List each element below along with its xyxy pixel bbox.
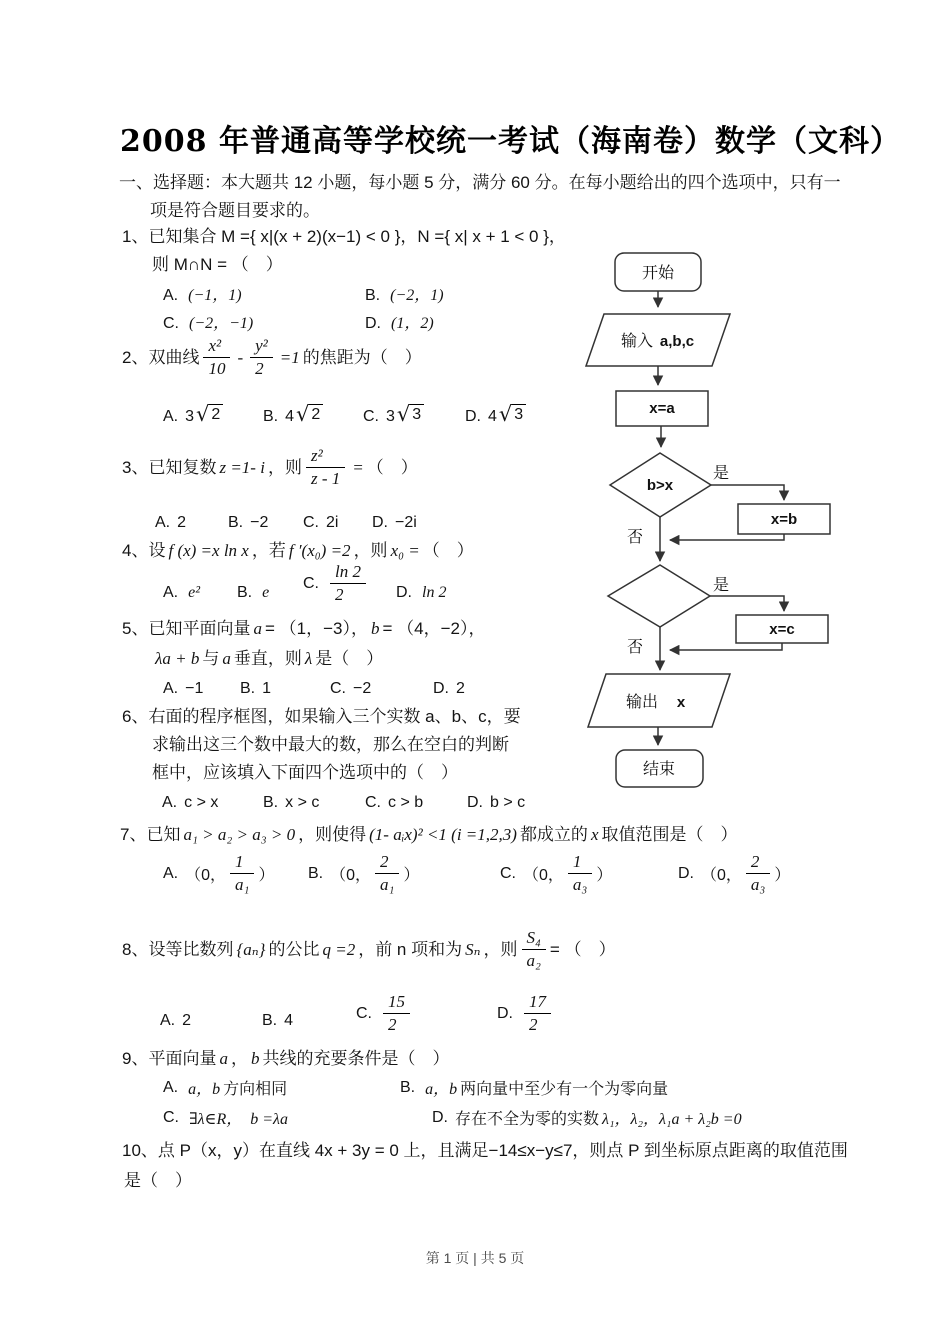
q5-value-b: = （4，−2）， <box>382 619 486 638</box>
option-label: B. <box>365 287 381 304</box>
q9-option-c <box>163 1106 291 1129</box>
option-value: −2 <box>353 680 372 697</box>
q6-option-d <box>467 794 525 812</box>
q5-option-a <box>163 680 203 698</box>
option-value: 2 <box>177 514 187 531</box>
option-text: 存在不全为零的实数 <box>455 1111 600 1128</box>
q1-option-d <box>365 310 437 333</box>
option-value: 2i <box>326 514 339 531</box>
q7-option-b <box>308 852 419 896</box>
radical <box>196 404 223 425</box>
option-value: (1，2) <box>391 315 434 332</box>
option-label: B. <box>263 408 279 425</box>
q9-vector-b: b <box>250 1049 260 1068</box>
option-math: λ₁，λ₂，λ₁a + λ₂b =0 <box>602 1111 742 1128</box>
q4-text-pre: 4、设 <box>122 541 166 560</box>
option-label: C. <box>303 514 319 531</box>
q9-stem <box>122 1048 449 1069</box>
q9-text-1: 9、平面向量 <box>122 1049 217 1068</box>
q4-function: f (x) =x ln x <box>168 541 249 560</box>
option-text: 方向相同 <box>223 1081 288 1098</box>
q8-sum-symbol: Sₙ <box>465 940 481 960</box>
radical <box>296 404 323 425</box>
fraction <box>230 852 254 896</box>
option-value: (−1，1) <box>188 287 242 304</box>
radical-coefficient: 3 <box>386 408 395 425</box>
q5-expression: λa + b <box>155 649 200 668</box>
flowchart-no-2-label: 否 <box>626 639 644 656</box>
fraction-denominator: a₁ <box>235 875 250 895</box>
option-label: C. <box>365 794 381 811</box>
flowchart-start-label: 开始 <box>641 265 675 282</box>
option-label: D. <box>432 1108 448 1126</box>
flowchart-return-2 <box>670 643 782 650</box>
q4-text-mid1: ，若 <box>251 541 286 560</box>
radical <box>397 404 424 425</box>
option-label: B. <box>308 864 324 882</box>
fraction-numerator: 2 <box>746 852 770 874</box>
option-label: B. <box>237 584 253 601</box>
q3-text-mid: ，则 <box>267 458 302 478</box>
flowchart-assign-a-label: x=a <box>649 400 675 417</box>
interval-close: ） <box>774 867 791 885</box>
q7-text-4: 取值范围是（ ） <box>601 825 738 844</box>
q4-x0: x₀ = <box>390 541 420 560</box>
flowchart-end-label: 结束 <box>642 761 676 778</box>
option-label: B. <box>263 794 279 811</box>
fraction-denominator: 10 <box>208 359 226 379</box>
option-label: A. <box>163 680 179 697</box>
q10-stem-line-1: 10、点 P（x，y）在直线 4x + 3y = 0 上，且满足−14≤x−y≤7，则点 P 到坐标原点距离的取值范围 <box>122 1141 848 1160</box>
flowchart-no-1-label: 否 <box>626 529 644 546</box>
q5-option-b <box>240 680 271 698</box>
fraction <box>522 928 546 972</box>
q3-equals: = <box>352 458 364 478</box>
option-label: C. <box>500 864 516 882</box>
option-value: 2 <box>456 680 465 697</box>
flowchart-return-1 <box>670 534 784 540</box>
page-title: 2008 年普通高等学校统一考试（海南卷）数学（文科） <box>120 124 901 159</box>
option-value: −2i <box>395 514 417 531</box>
option-value: c > b <box>388 794 424 811</box>
flowchart-output-box <box>588 674 730 727</box>
fraction-denominator: 2 <box>388 1015 397 1035</box>
q6-stem-line-1: 6、右面的程序框图，如果输入三个实数 a、b、c，要 <box>122 707 521 726</box>
fraction-numerator: x² <box>203 336 230 358</box>
option-label: D. <box>372 514 388 531</box>
radicand: √ 3 <box>512 404 526 424</box>
option-label: D. <box>467 794 483 811</box>
option-label: A. <box>163 1078 179 1096</box>
option-label: A. <box>163 864 179 882</box>
flowchart-assign-c-label: x=c <box>769 621 795 638</box>
option-value: −2 <box>250 514 269 531</box>
option-label: C. <box>330 680 346 697</box>
radical <box>499 404 526 425</box>
fraction-denominator: 2 <box>529 1015 538 1035</box>
option-label: B. <box>240 680 256 697</box>
q9-text-2: ， <box>230 1049 248 1068</box>
q4-text-mid2: ，则 <box>353 541 388 560</box>
q4-stem <box>122 540 474 561</box>
option-label: B. <box>400 1078 416 1096</box>
option-label: A. <box>163 408 179 425</box>
q5-option-c <box>330 680 371 698</box>
option-label: D. <box>678 864 694 882</box>
q5-lambda: λ <box>304 649 313 668</box>
option-label: A. <box>163 584 179 601</box>
q5-stem-line-2 <box>152 648 383 669</box>
flowchart-input-box <box>586 314 730 366</box>
q1-option-c <box>163 310 256 333</box>
q6-option-b <box>263 794 319 812</box>
option-label: A. <box>160 1012 176 1029</box>
option-value: c > x <box>184 794 219 811</box>
flowchart-input-label: 输入 <box>620 333 654 350</box>
fraction-denominator: a₃ <box>572 875 588 895</box>
flowchart-assign-b-label: x=b <box>770 511 798 528</box>
q3-option-c <box>303 514 338 532</box>
q2-option-c <box>363 404 424 426</box>
flowchart-yes-1-label: 是 <box>712 465 730 482</box>
fraction-numerator: z² <box>306 446 345 468</box>
q1-stem-line-1: 1、已知集合 M ={ x|(x + 2)(x−1) < 0 }，N ={ x| x + 1 < 0 }， <box>122 227 566 246</box>
q2-option-a <box>163 404 223 426</box>
radicand: √ 3 <box>410 404 424 424</box>
option-label: C. <box>163 315 179 332</box>
q9-option-d <box>432 1106 745 1129</box>
fraction-denominator: a₃ <box>750 875 766 895</box>
option-label: B. <box>228 514 244 531</box>
flowchart <box>578 245 848 815</box>
q8-stem <box>122 928 616 972</box>
fraction <box>203 336 230 380</box>
q5-text-pre: 5、已知平面向量 <box>122 619 251 638</box>
q8-text-4: ，则 <box>483 940 518 960</box>
q5-text-1: 与 <box>202 649 220 668</box>
fraction <box>383 992 410 1036</box>
fraction-numerator: y² <box>250 336 273 358</box>
q2-stem <box>122 336 422 380</box>
q7-condition: (1- aᵢx)² <1 (i =1,2,3) <box>369 825 517 844</box>
q3-answer-blank: （ ） <box>366 458 418 478</box>
q2-text-post: 的焦距为（ ） <box>302 348 422 368</box>
q2-option-b <box>263 404 323 426</box>
q5-option-d <box>433 680 465 698</box>
option-math: a，b <box>425 1081 458 1098</box>
q4-option-c <box>303 562 370 606</box>
q2-minus: - <box>237 348 244 368</box>
q3-option-a <box>155 514 186 532</box>
q5-vector-b: b <box>370 619 380 638</box>
flowchart-output-var: x <box>676 694 686 711</box>
interval-open: （0， <box>185 867 227 885</box>
q5-text-3: 是（ ） <box>315 649 384 668</box>
option-label: D. <box>365 315 381 332</box>
fraction <box>330 562 366 606</box>
option-value: x > c <box>285 794 320 811</box>
option-value: 1 <box>262 680 272 697</box>
fraction-denominator: a₁ <box>380 875 395 895</box>
q9-option-b <box>400 1076 668 1099</box>
q8-text-3: ，前 n 项和为 <box>358 940 463 960</box>
radicand: √ 2 <box>209 404 223 424</box>
fraction <box>306 446 345 490</box>
option-math: a，b <box>188 1081 221 1098</box>
q6-stem-line-3: 框中，应该填入下面四个选项中的（ ） <box>152 763 458 782</box>
q8-option-a <box>160 1012 191 1030</box>
section-intro-line-2: 项是符合题目要求的。 <box>150 201 320 220</box>
interval-close: ） <box>403 867 420 885</box>
fraction-numerator: S₄ <box>522 928 546 950</box>
option-label: C. <box>356 1004 372 1022</box>
q1-option-b <box>365 282 447 305</box>
fraction-numerator: 17 <box>524 992 551 1014</box>
q3-text-pre: 3、已知复数 <box>122 458 217 478</box>
radical-coefficient: 4 <box>285 408 295 425</box>
q7-option-a <box>163 852 274 896</box>
q6-stem-line-2: 求输出这三个数中最大的数，那么在空白的判断 <box>152 735 509 754</box>
fraction-denominator: z - 1 <box>310 469 341 489</box>
q6-option-c <box>365 794 423 812</box>
fraction <box>746 852 770 896</box>
q3-option-d <box>372 514 417 532</box>
option-label: A. <box>163 287 179 304</box>
flowchart-branch-yes-2 <box>710 596 784 611</box>
q9-option-a <box>163 1076 287 1099</box>
section-intro-line-1: 一、选择题：本大题共 12 小题，每小题 5 分，满分 60 分。在每小题给出的四个选项中，只有一 <box>119 173 841 192</box>
flowchart-output-label: 输出 <box>625 694 659 711</box>
q3-option-b <box>228 514 268 532</box>
option-label: B. <box>262 1012 278 1029</box>
q4-option-a <box>163 584 203 602</box>
q8-ratio: q =2 <box>322 940 356 960</box>
q9-vector-a: a <box>219 1049 228 1068</box>
option-value: e² <box>188 584 201 601</box>
option-value: (−2，−1) <box>189 315 254 332</box>
fraction-denominator: 2 <box>255 359 264 379</box>
interval-open: （0， <box>701 867 742 885</box>
interval-close: ） <box>258 867 275 885</box>
radical-coefficient: 3 <box>185 408 195 425</box>
flowchart-branch-yes-1 <box>711 485 784 500</box>
q1-option-a <box>163 282 245 305</box>
fraction-numerator: 1 <box>230 852 254 874</box>
q5-text-2: 垂直，则 <box>233 649 302 668</box>
fraction <box>375 852 399 896</box>
option-label: C. <box>303 574 319 592</box>
fraction-numerator: ln 2 <box>330 562 366 584</box>
q8-equals-blank: = （ ） <box>549 940 616 960</box>
option-value: b > c <box>490 794 526 811</box>
q6-option-a <box>162 794 218 812</box>
q2-equals: =1 <box>279 348 300 368</box>
option-math: ∃λ∈R， b =λa <box>189 1111 288 1128</box>
fraction-numerator: 2 <box>375 852 399 874</box>
q8-option-d <box>497 992 555 1036</box>
option-label: D. <box>465 408 481 425</box>
option-value: ln 2 <box>422 584 447 601</box>
q8-text-1: 8、设等比数列 <box>122 940 234 960</box>
q7-inequality: a₁ > a₂ > a₃ > 0 <box>183 825 296 844</box>
fraction-numerator: 1 <box>568 852 592 874</box>
q4-derivative: f ′(x₀) =2 <box>288 541 351 560</box>
q2-text-pre: 2、双曲线 <box>122 348 200 368</box>
q4-option-d <box>396 584 449 602</box>
q5-vector-a2: a <box>222 649 231 668</box>
q5-stem-line-1 <box>122 618 485 639</box>
option-label: C. <box>363 408 379 425</box>
flowchart-yes-2-label: 是 <box>712 577 730 594</box>
q5-value-a: = （1，−3）， <box>264 619 368 638</box>
q7-variable-x: x <box>590 825 599 844</box>
page-number-footer: 第 1 页 | 共 5 页 <box>425 1250 525 1266</box>
fraction <box>524 992 551 1036</box>
q8-option-c <box>356 992 414 1036</box>
q7-option-d <box>678 852 790 896</box>
q4-answer-blank: （ ） <box>422 541 474 560</box>
flowchart-decision-2-blank <box>608 565 710 627</box>
option-value: −1 <box>185 680 204 697</box>
flowchart-decision-1-label: b>x <box>646 477 674 494</box>
interval-open: （0， <box>330 867 372 885</box>
q8-option-b <box>262 1012 293 1030</box>
flowchart-input-vars: a,b,c <box>659 333 695 350</box>
option-label: D. <box>433 680 449 697</box>
fraction-numerator: 15 <box>383 992 410 1014</box>
q5-vector-a: a <box>253 619 262 638</box>
q4-option-b <box>237 584 272 602</box>
interval-close: ） <box>596 867 613 885</box>
q7-option-c <box>500 852 612 896</box>
option-label: C. <box>163 1108 179 1126</box>
q3-stem <box>122 446 418 490</box>
option-value: e <box>262 584 270 601</box>
q8-text-2: 的公比 <box>268 940 320 960</box>
fraction-denominator: a₂ <box>526 951 541 971</box>
option-value: (−2，1) <box>390 287 444 304</box>
q2-option-d <box>465 404 526 426</box>
option-text: 两向量中至少有一个为零向量 <box>460 1081 669 1098</box>
option-value: 4 <box>284 1012 294 1029</box>
q10-stem-line-2: 是（ ） <box>124 1171 192 1190</box>
option-label: D. <box>497 1004 513 1022</box>
option-label: A. <box>155 514 171 531</box>
q7-text-2: ，则使得 <box>298 825 367 844</box>
radicand: √ 2 <box>309 404 323 424</box>
q7-text-1: 7、已知 <box>120 825 181 844</box>
option-value: 2 <box>182 1012 192 1029</box>
interval-open: （0， <box>523 867 564 885</box>
radical-coefficient: 4 <box>488 408 497 425</box>
q3-complex: z =1- i <box>219 458 265 478</box>
option-label: A. <box>162 794 178 811</box>
q8-sequence: {aₙ} <box>236 940 266 960</box>
option-label: D. <box>396 584 412 601</box>
q1-stem-line-2: 则 M∩N = （ ） <box>152 255 283 274</box>
q9-text-3: 共线的充要条件是（ ） <box>262 1049 450 1068</box>
fraction-denominator: 2 <box>335 585 344 605</box>
fraction <box>568 852 592 896</box>
q7-stem <box>120 824 737 845</box>
q7-text-3: 都成立的 <box>519 825 588 844</box>
fraction <box>250 336 273 380</box>
